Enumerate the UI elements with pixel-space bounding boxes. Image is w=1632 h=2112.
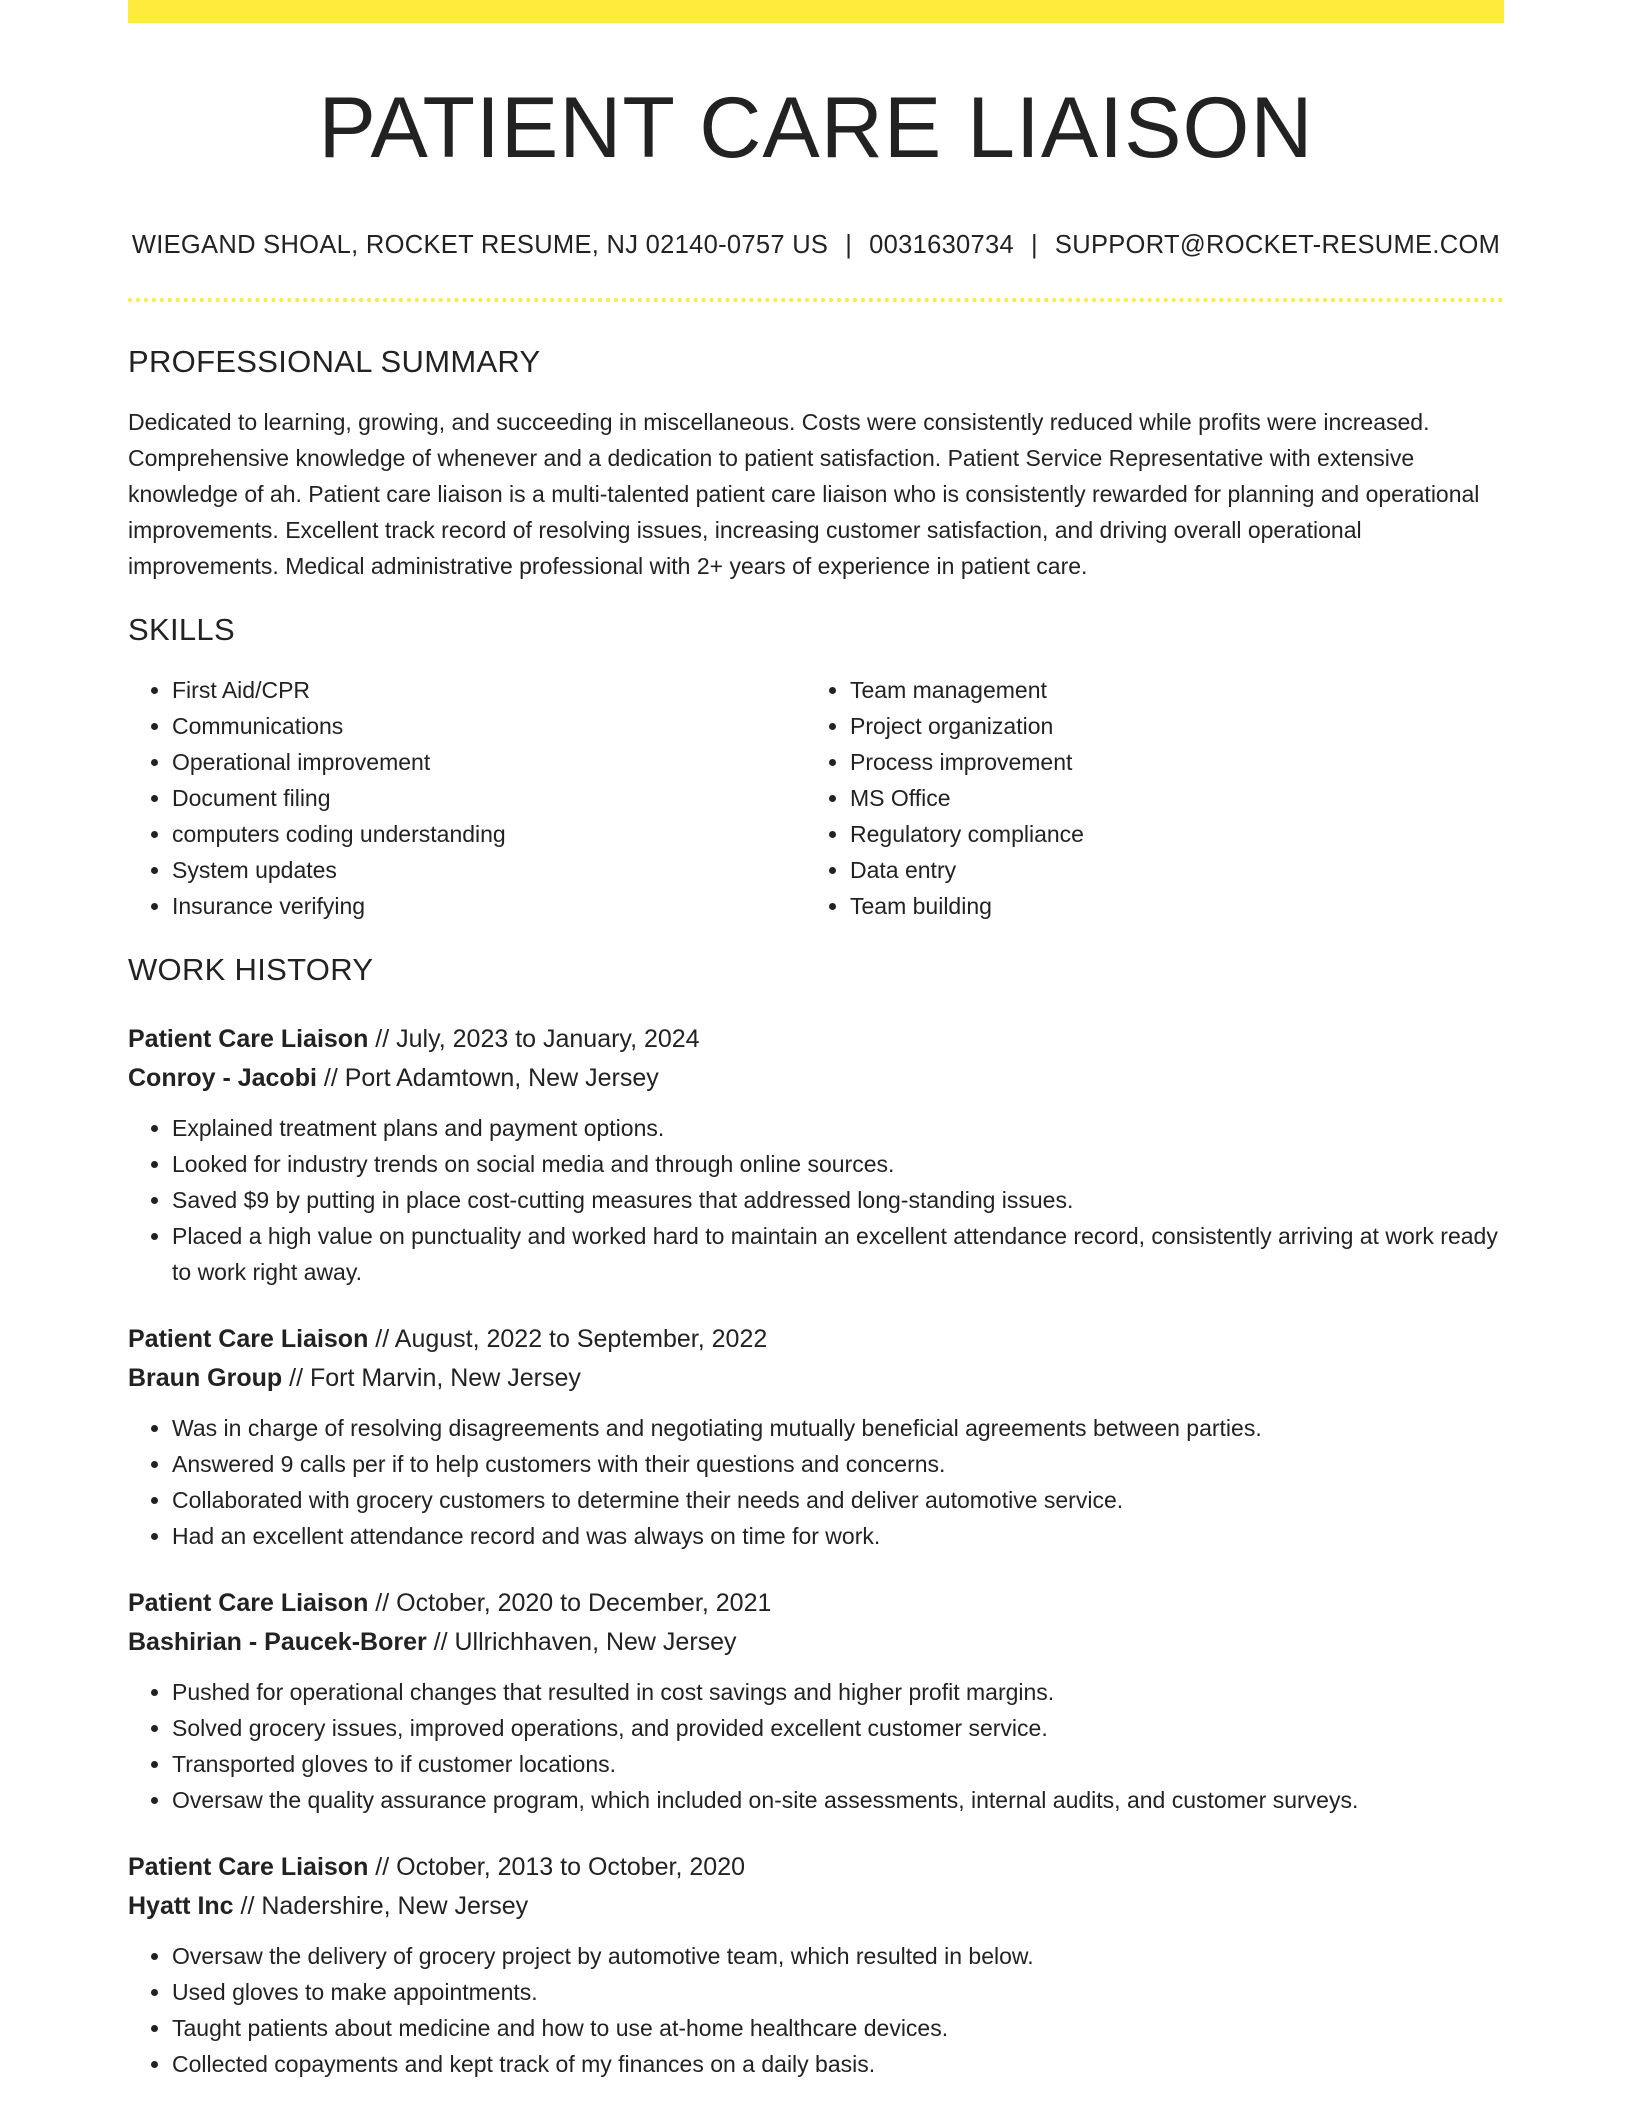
job-company: Hyatt Inc: [128, 1892, 234, 1921]
job-role: Patient Care Liaison: [128, 1589, 369, 1618]
job-company: Braun Group: [128, 1364, 283, 1393]
skills-heading: SKILLS: [128, 612, 235, 648]
skill-item: • Data entry: [850, 852, 1484, 888]
skill-item: • computers coding understanding: [172, 816, 806, 852]
contact-separator: |: [845, 231, 853, 260]
job-bullet: • Looked for industry trends on social media and through online sources.: [172, 1146, 1504, 1182]
job-role: Patient Care Liaison: [128, 1025, 369, 1054]
job-entry: [128, 1584, 1504, 1818]
job-bullet: • Pushed for operational changes that resulted in cost savings and higher profit margins.: [172, 1674, 1504, 1710]
job-company-line: [128, 1359, 1504, 1398]
candidate-name: PATIENT CARE LIAISON: [318, 80, 1314, 176]
accent-top-bar: [128, 0, 1504, 23]
job-location: // Ullrichhaven, New Jersey: [426, 1628, 737, 1657]
job-location: // Fort Marvin, New Jersey: [282, 1364, 581, 1393]
job-bullet: • Was in charge of resolving disagreements and negotiating mutually beneficial agreements between parties.: [172, 1410, 1504, 1446]
work-history-heading: WORK HISTORY: [128, 952, 374, 988]
job-title-line: [128, 1020, 1504, 1059]
skill-item: • System updates: [172, 852, 806, 888]
skill-item: • Process improvement: [850, 744, 1484, 780]
job-bullet: • Solved grocery issues, improved operations, and provided excellent customer service.: [172, 1710, 1504, 1746]
job-dates: // October, 2020 to December, 2021: [368, 1589, 772, 1618]
summary-text: Dedicated to learning, growing, and succeeding in miscellaneous. Costs were consistently reduced while profits were increased. Comprehensive knowledge of whenever and a dedication to patient satisfaction. Patient Service Representative with extensive knowledge of ah. Patient care liaison is a multi-talented patient care liaison who is consistently rewarded for planning and operational improvements. Excellent track record of resolving issues, increasing customer satisfaction, and driving overall operational improvements. Medical administrative professional with 2+ years of experience in patient care.: [128, 409, 1480, 580]
job-bullet: • Used gloves to make appointments.: [172, 1974, 1504, 2010]
contact-phone: 0031630734: [869, 231, 1014, 260]
job-role: Patient Care Liaison: [128, 1325, 369, 1354]
skill-item: • Project organization: [850, 708, 1484, 744]
skill-item: • Document filing: [172, 780, 806, 816]
contact-email[interactable]: SUPPORT@ROCKET-RESUME.COM: [1054, 231, 1501, 260]
job-bullet: • Oversaw the quality assurance program, which included on-site assessments, internal audits, and customer surveys.: [172, 1782, 1504, 1818]
job-bullet: • Oversaw the delivery of grocery project by automotive team, which resulted in below.: [172, 1938, 1504, 1974]
skills-list: [128, 672, 1504, 924]
job-company-line: [128, 1059, 1504, 1098]
contact-separator: |: [1030, 231, 1038, 260]
job-entry: [128, 1848, 1504, 2082]
contact-address: WIEGAND SHOAL, ROCKET RESUME, NJ 02140-0757 US: [131, 231, 829, 260]
job-company: Conroy - Jacobi: [128, 1064, 317, 1093]
summary-heading: PROFESSIONAL SUMMARY: [128, 344, 541, 380]
job-company: Bashirian - Paucek-Borer: [128, 1628, 427, 1657]
job-bullets: [128, 1674, 1504, 1818]
job-location: // Nadershire, New Jersey: [233, 1892, 529, 1921]
job-bullet: • Had an excellent attendance record and was always on time for work.: [172, 1518, 1504, 1554]
job-bullet: • Collected copayments and kept track of my finances on a daily basis.: [172, 2046, 1504, 2082]
job-bullets: [128, 1410, 1504, 1554]
job-bullets: [128, 1938, 1504, 2082]
skill-item: • First Aid/CPR: [172, 672, 806, 708]
job-dates: // July, 2023 to January, 2024: [368, 1025, 700, 1054]
job-location: // Port Adamtown, New Jersey: [316, 1064, 659, 1093]
job-bullet: • Taught patients about medicine and how to use at-home healthcare devices.: [172, 2010, 1504, 2046]
skill-item: • Team management: [850, 672, 1484, 708]
skill-item: • Team building: [850, 888, 1484, 924]
job-company-line: [128, 1623, 1504, 1662]
resume-page: [128, 0, 1504, 2082]
skill-item: • Regulatory compliance: [850, 816, 1484, 852]
skill-item: • MS Office: [850, 780, 1484, 816]
job-title-line: [128, 1848, 1504, 1887]
skill-item: • Insurance verifying: [172, 888, 806, 924]
skills-column-right: [806, 672, 1484, 924]
skill-item: • Operational improvement: [172, 744, 806, 780]
job-bullet: • Saved $9 by putting in place cost-cutting measures that addressed long-standing issues.: [172, 1182, 1504, 1218]
contact-line: [128, 231, 1504, 260]
job-role: Patient Care Liaison: [128, 1853, 369, 1882]
dotted-divider: [128, 298, 1504, 302]
job-bullet: • Explained treatment plans and payment options.: [172, 1110, 1504, 1146]
job-dates: // August, 2022 to September, 2022: [368, 1325, 768, 1354]
skill-item: • Communications: [172, 708, 806, 744]
job-bullet: • Collaborated with grocery customers to determine their needs and deliver automotive service.: [172, 1482, 1504, 1518]
job-dates: // October, 2013 to October, 2020: [368, 1853, 745, 1882]
job-title-line: [128, 1320, 1504, 1359]
job-bullets: [128, 1110, 1504, 1290]
job-title-line: [128, 1584, 1504, 1623]
job-entry: [128, 1020, 1504, 1290]
job-company-line: [128, 1887, 1504, 1926]
skills-column-left: [128, 672, 806, 924]
job-bullet: • Answered 9 calls per if to help customers with their questions and concerns.: [172, 1446, 1504, 1482]
job-bullet: • Transported gloves to if customer locations.: [172, 1746, 1504, 1782]
job-bullet: • Placed a high value on punctuality and worked hard to maintain an excellent attendance record, consistently arriving at work ready to work right away.: [172, 1218, 1504, 1290]
job-entry: [128, 1320, 1504, 1554]
